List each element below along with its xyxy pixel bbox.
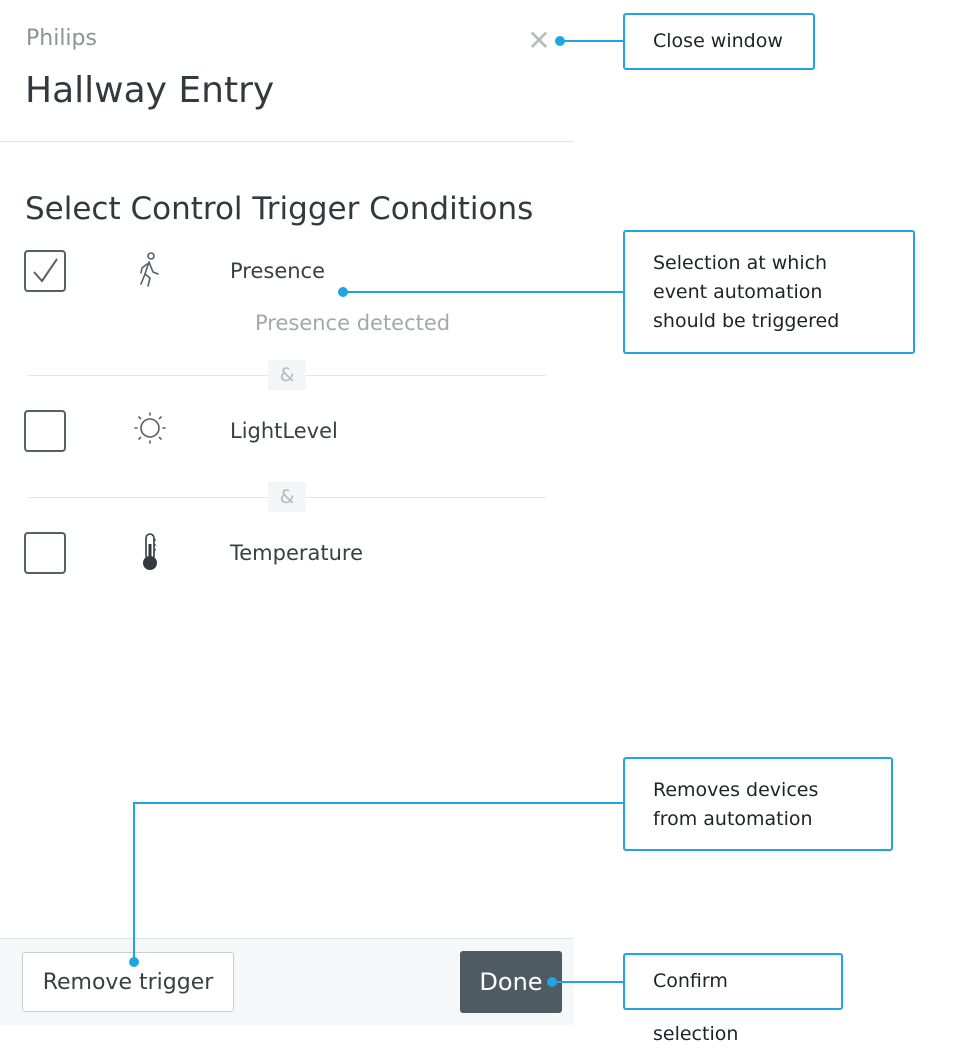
callout-leader	[133, 802, 624, 804]
close-icon[interactable]: ✕	[527, 24, 551, 57]
callout-confirm-selection: Confirm selection	[623, 953, 843, 1010]
callout-selection: Selection at which event automation should be triggered	[623, 230, 915, 354]
brand-label: Philips	[26, 26, 97, 51]
callout-dot	[338, 287, 348, 297]
presence-checkbox[interactable]	[24, 250, 66, 292]
callout-leader	[553, 981, 624, 983]
section-title: Select Control Trigger Conditions	[25, 191, 534, 227]
presence-status: Presence detected	[255, 311, 451, 335]
callout-dot	[555, 36, 565, 46]
temperature-checkbox[interactable]	[24, 532, 66, 574]
and-separator	[28, 482, 546, 512]
and-label: &	[268, 482, 306, 512]
sun-icon	[128, 410, 172, 454]
thermometer-icon	[128, 532, 172, 576]
condition-lightlevel	[0, 410, 574, 460]
remove-trigger-button[interactable]: Remove trigger	[22, 952, 234, 1012]
callout-leader	[344, 291, 624, 293]
checkmark-icon	[29, 255, 61, 287]
callout-remove-devices: Removes devices from automation	[623, 757, 893, 851]
callout-close-window: Close window	[623, 13, 815, 70]
lightlevel-label[interactable]: LightLevel	[230, 419, 338, 443]
temperature-label[interactable]: Temperature	[230, 541, 364, 565]
dialog-footer	[0, 938, 574, 1025]
presence-label[interactable]: Presence	[230, 259, 326, 283]
condition-temperature	[0, 532, 574, 582]
and-separator	[28, 360, 546, 390]
callout-leader	[560, 40, 624, 42]
callout-leader	[133, 802, 135, 962]
lightlevel-checkbox[interactable]	[24, 410, 66, 452]
callout-dot	[547, 977, 557, 987]
walking-person-icon	[128, 250, 172, 294]
callout-dot	[129, 957, 139, 967]
done-button[interactable]: Done	[460, 951, 562, 1013]
header-divider	[0, 141, 574, 142]
dialog-title: Hallway Entry	[25, 70, 275, 111]
and-label: &	[268, 360, 306, 390]
